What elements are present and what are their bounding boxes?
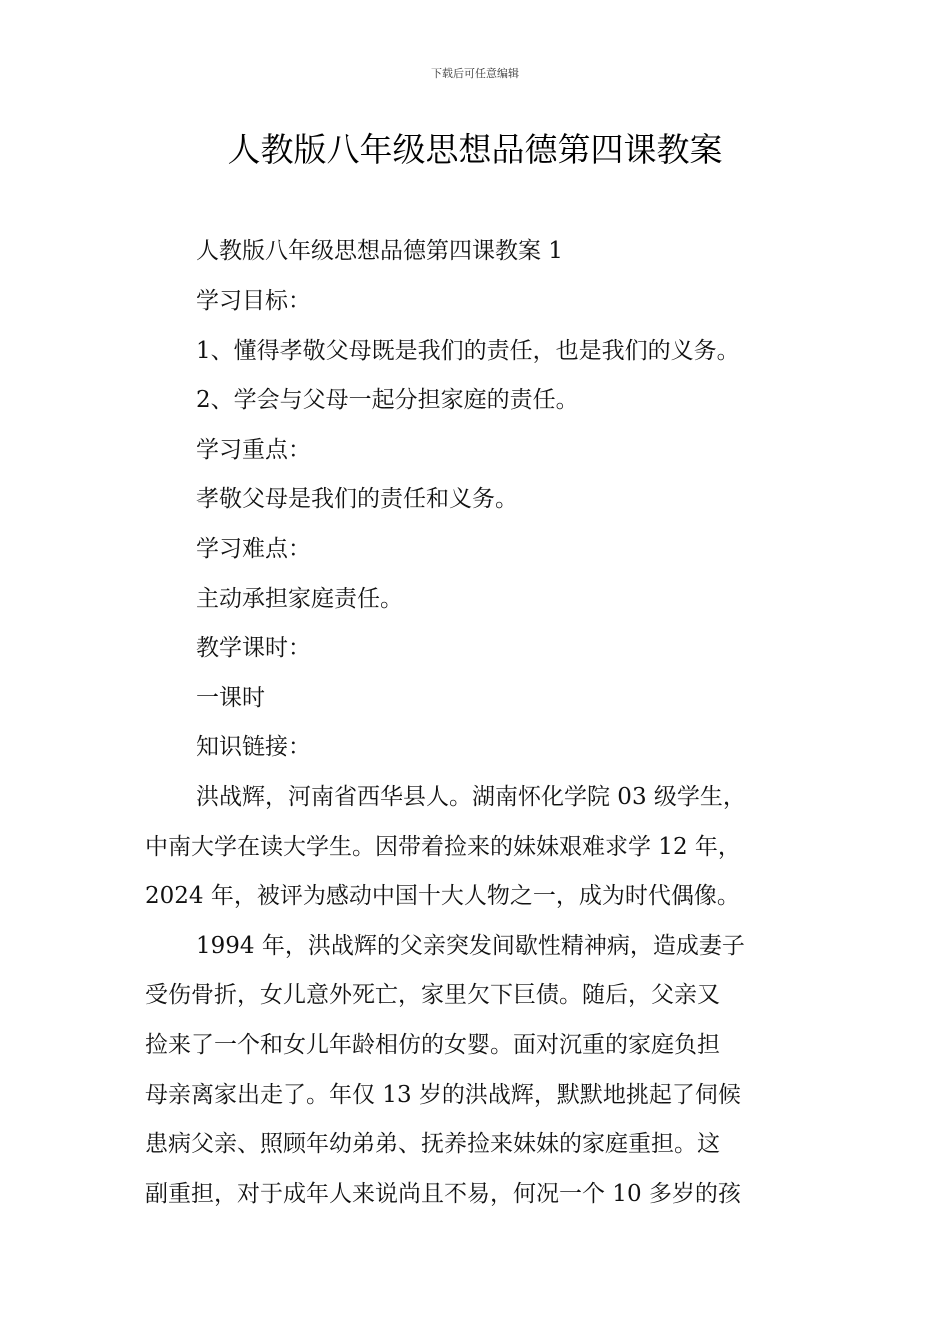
subtitle-line: 人教版八年级思想品德第四课教案 1 [196, 238, 563, 264]
section-heading-key-points: 学习重点： [196, 437, 311, 463]
objective-item-2: 2、学会与父母一起分担家庭的责任。 [196, 387, 579, 413]
section-heading-difficulties: 学习难点： [196, 536, 311, 562]
paragraph-line: 1994 年，洪战辉的父亲突发间歇性精神病，造成妻子 [196, 933, 745, 959]
section-heading-knowledge-link: 知识链接： [196, 734, 311, 760]
section-heading-objectives: 学习目标： [196, 288, 311, 314]
class-hours-text: 一课时 [196, 685, 265, 711]
key-point-text: 孝敬父母是我们的责任和义务。 [196, 486, 518, 512]
paragraph-line: 2024 年，被评为感动中国十大人物之一，成为时代偶像。 [145, 883, 740, 909]
paragraph-line: 患病父亲、照顾年幼弟弟、抚养捡来妹妹的家庭重担。这 [145, 1131, 720, 1157]
objective-item-1: 1、懂得孝敬父母既是我们的责任，也是我们的义务。 [196, 338, 740, 364]
paragraph-line: 中南大学在读大学生。因带着捡来的妹妹艰难求学 12 年， [145, 834, 741, 860]
paragraph-line: 副重担，对于成年人来说尚且不易，何况一个 10 多岁的孩 [145, 1181, 741, 1207]
header-note: 下载后可任意编辑 [431, 67, 519, 80]
section-heading-class-hours: 教学课时： [196, 635, 311, 661]
document-title: 人教版八年级思想品德第四课教案 [227, 130, 723, 169]
paragraph-line: 洪战辉，河南省西华县人。湖南怀化学院 03 级学生， [196, 784, 746, 810]
paragraph-line: 捡来了一个和女儿年龄相仿的女婴。面对沉重的家庭负担 [145, 1032, 720, 1058]
paragraph-line: 母亲离家出走了。年仅 13 岁的洪战辉，默默地挑起了伺候 [145, 1082, 741, 1108]
paragraph-line: 受伤骨折，女儿意外死亡，家里欠下巨债。随后，父亲又 [145, 982, 720, 1008]
difficulty-text: 主动承担家庭责任。 [196, 586, 403, 612]
